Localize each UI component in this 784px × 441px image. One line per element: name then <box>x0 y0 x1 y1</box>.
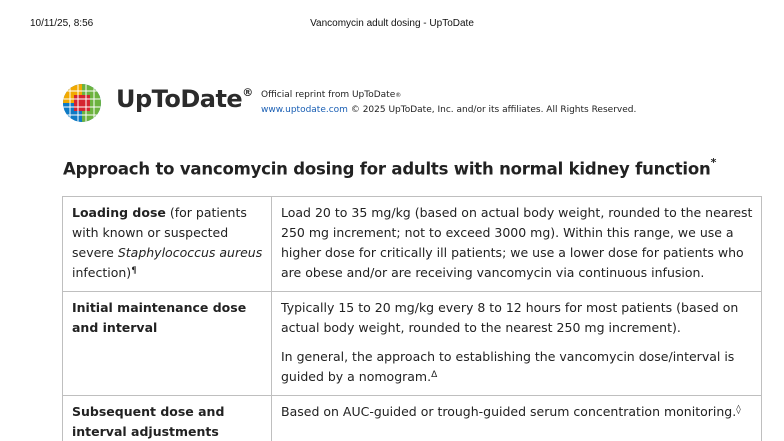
copyright-text: © 2025 UpToDate, Inc. and/or its affiliates. All Rights Reserved. <box>350 105 637 115</box>
footnote-marker: ¶ <box>131 266 137 276</box>
brand-wordmark: UpToDate® <box>116 85 253 113</box>
print-date: 10/11/25, 8:56 <box>30 18 94 29</box>
uptodate-link[interactable]: www.uptodate.com <box>261 105 348 115</box>
table-row-maintenance <box>63 292 762 396</box>
title-footnote-marker: * <box>710 156 717 169</box>
print-page-title: Vancomycin adult dosing - UpToDate <box>310 18 474 29</box>
maintenance-dose-value: Typically 15 to 20 mg/kg every 8 to 12 hours for most patients (based on actual body weight, rounded to the nearest 250 mg increment). In general, the approach to establishing the vancomycin dose/interval is guided by a nomogram.$^\Delta$ <box>272 292 762 396</box>
maintenance-dose-label: Initial maintenance dose and interval <box>63 292 272 396</box>
reprint-text: Official reprint from UpToDate <box>261 90 396 100</box>
loading-dose-value: Load 20 to 35 mg/kg (based on actual body weight, rounded to the nearest 250 mg increment; not to exceed 3000 mg). Within this range, we use a higher dose for critically ill patients; we use a lower dose for patients who are obese and/or are receiving vancomycin via continuous infusion. <box>272 197 762 292</box>
subsequent-dose-label: Subsequent dose and interval adjustments <box>63 396 272 441</box>
loading-dose-label: Loading dose (for patients with known or suspected severe Staphylococcus aureus infection)¶ <box>63 197 272 292</box>
footnote-marker: ◊ <box>736 405 741 415</box>
uptodate-logo-icon <box>62 83 102 123</box>
brand-header <box>62 82 782 122</box>
print-header <box>0 18 784 32</box>
table-row-subsequent <box>63 396 762 441</box>
dosing-table <box>62 196 762 441</box>
table-row-loading-dose <box>63 197 762 292</box>
reprint-notice: Official reprint from UpToDate® www.uptodate.com © 2025 UpToDate, Inc. and/or its affiliates. All Rights Reserved. <box>261 90 637 115</box>
subsequent-dose-value: Based on AUC-guided or trough-guided serum concentration monitoring.◊ <box>272 396 762 441</box>
footnote-marker: Δ <box>431 370 438 380</box>
page-title: Approach to vancomycin dosing for adults with normal kidney function* <box>63 156 717 179</box>
